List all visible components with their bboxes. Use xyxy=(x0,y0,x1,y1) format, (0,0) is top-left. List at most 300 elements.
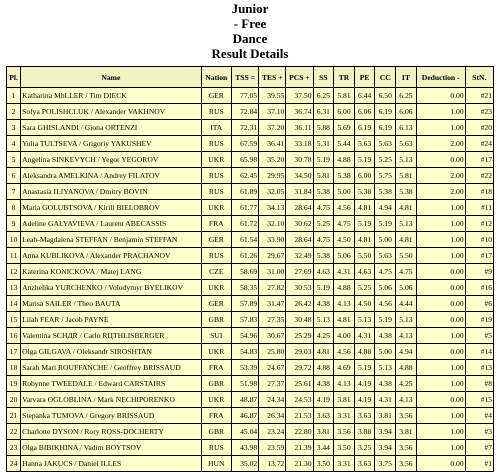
col-cc-cell: 6.50 xyxy=(375,88,396,104)
col-nation-cell: UKR xyxy=(201,344,231,360)
col-tr-cell: 4.50 xyxy=(334,232,355,248)
category-title: Junior xyxy=(231,1,269,16)
table-row xyxy=(7,136,494,152)
col-pe-cell: 4.81 xyxy=(354,232,375,248)
table-row xyxy=(7,296,494,312)
col-deduction-cell: 0.00 xyxy=(416,152,465,168)
col-nation-cell: RUS xyxy=(201,168,231,184)
col-deduction-cell: 1.00 xyxy=(416,328,465,344)
table-row xyxy=(7,456,494,472)
col-name-cell: Sofya POLISHCLUK / Alexander VAKHNOV xyxy=(21,104,201,120)
col-start-number-cell: #24 xyxy=(465,136,493,152)
col-tes-cell: 29.95 xyxy=(259,168,286,184)
col-nation-cell: UKR xyxy=(201,152,231,168)
col-nation-cell: GBR xyxy=(201,376,231,392)
col-tss-cell: 58.69 xyxy=(232,264,259,280)
col-pcs-header: PCS + xyxy=(286,67,313,88)
table-row xyxy=(7,328,494,344)
col-deduction-cell: 1.00 xyxy=(416,200,465,216)
col-place-cell: 23 xyxy=(7,440,21,456)
col-deduction-cell: 0.00 xyxy=(416,456,465,472)
col-pe-cell: 4.63 xyxy=(354,264,375,280)
col-cc-cell: 4.94 xyxy=(375,200,396,216)
col-pcs-cell: 24.53 xyxy=(286,392,313,408)
col-cc-cell: 5.19 xyxy=(375,312,396,328)
col-cc-cell: 4.38 xyxy=(375,376,396,392)
col-pe-cell: 5.38 xyxy=(354,184,375,200)
col-deduction-cell: 1.00 xyxy=(416,216,465,232)
col-tes-header: TES + xyxy=(259,67,286,88)
col-pe-cell: 6.06 xyxy=(354,104,375,120)
col-it-cell: 5.13 xyxy=(396,216,417,232)
col-tr-cell: 4.75 xyxy=(334,216,355,232)
col-place-cell: 24 xyxy=(7,456,21,472)
col-pcs-cell: 25.61 xyxy=(286,376,313,392)
col-start-number-cell: #23 xyxy=(465,104,493,120)
col-pcs-cell: 30.48 xyxy=(286,312,313,328)
col-place-cell: 2 xyxy=(7,104,21,120)
col-tr-cell: 4.00 xyxy=(334,328,355,344)
table-row xyxy=(7,360,494,376)
col-deduction-cell: 1.00 xyxy=(416,424,465,440)
col-ss-cell: 6.31 xyxy=(313,104,334,120)
col-tr-cell: 3.50 xyxy=(334,440,355,456)
col-cc-cell: 5.75 xyxy=(375,168,396,184)
col-place-cell: 14 xyxy=(7,296,21,312)
col-tss-cell: 53.39 xyxy=(232,360,259,376)
col-tss-cell: 61.89 xyxy=(232,184,259,200)
col-start-number-cell: #3 xyxy=(465,424,493,440)
col-pcs-cell: 21.39 xyxy=(286,440,313,456)
col-tss-cell: 61.26 xyxy=(232,248,259,264)
col-start-number-cell: #6 xyxy=(465,296,493,312)
col-tes-cell: 37.10 xyxy=(259,104,286,120)
col-nation-cell: FRA xyxy=(201,216,231,232)
col-pe-cell: 4.19 xyxy=(354,376,375,392)
col-name-cell: Anzhelika YURCHENKO / Volodymyr BYELIKOV xyxy=(21,280,201,296)
col-cc-cell: 3.81 xyxy=(375,408,396,424)
col-tes-cell: 35.20 xyxy=(259,152,286,168)
col-ss-cell: 4.19 xyxy=(313,392,334,408)
col-tr-cell: 3.31 xyxy=(334,408,355,424)
col-tss-header: TSS = xyxy=(232,67,259,88)
col-ss-cell: 5.88 xyxy=(313,120,334,136)
col-tr-cell: 4.88 xyxy=(334,152,355,168)
col-pcs-cell: 27.69 xyxy=(286,264,313,280)
col-start-number-cell: #13 xyxy=(465,360,493,376)
col-pe-header: PE xyxy=(354,67,375,88)
col-name-cell: Anastasia ILIYANOVA / Dmitry BOVIN xyxy=(21,184,201,200)
col-pcs-cell: 30.62 xyxy=(286,216,313,232)
col-pcs-cell: 33.18 xyxy=(286,136,313,152)
col-ss-cell: 5.19 xyxy=(313,152,334,168)
col-cc-cell: 3.94 xyxy=(375,424,396,440)
col-it-cell: 4.44 xyxy=(396,296,417,312)
col-nation-cell: SUI xyxy=(201,328,231,344)
col-nation-cell: RUS xyxy=(201,440,231,456)
col-pe-cell: 5.19 xyxy=(354,360,375,376)
table-row xyxy=(7,200,494,216)
col-tr-cell: 4.88 xyxy=(334,280,355,296)
col-nation-cell: HUN xyxy=(201,456,231,472)
col-tr-cell: 5.69 xyxy=(334,120,355,136)
col-deduction-cell: 1.00 xyxy=(416,232,465,248)
col-tr-cell: 5.38 xyxy=(334,168,355,184)
col-tes-cell: 37.20 xyxy=(259,120,286,136)
col-pcs-cell: 29.03 xyxy=(286,344,313,360)
header-row xyxy=(7,67,494,88)
col-pe-cell: 3.63 xyxy=(354,456,375,472)
col-name-cell: Lilah FEAR / Jacob PAYNE xyxy=(21,312,201,328)
col-it-cell: 4.13 xyxy=(396,328,417,344)
col-name-cell: Stepanka TUMOVA / Gregory BRISSAUD xyxy=(21,408,201,424)
table-row xyxy=(7,312,494,328)
table-row xyxy=(7,168,494,184)
col-tss-cell: 61.54 xyxy=(232,232,259,248)
col-tes-cell: 29.67 xyxy=(259,248,286,264)
col-it-header: IT xyxy=(396,67,417,88)
discipline-title: Dance xyxy=(232,31,268,46)
col-start-number-cell: #11 xyxy=(465,200,493,216)
col-start-number-cell: #7 xyxy=(465,440,493,456)
results-table xyxy=(6,66,494,472)
col-name-cell: Marisa SAILER / Theo BAUTA xyxy=(21,296,201,312)
col-name-cell: Charlotte DYSON / Rory ROSS-DOCHERTY xyxy=(21,424,201,440)
col-start-number-cell: #17 xyxy=(465,248,493,264)
col-tss-cell: 77.05 xyxy=(232,88,259,104)
col-name-header: Name xyxy=(21,67,201,88)
col-cc-cell: 5.00 xyxy=(375,344,396,360)
col-cc-cell: 5.00 xyxy=(375,232,396,248)
col-start-number-cell: #22 xyxy=(465,168,493,184)
col-start-number-cell: #16 xyxy=(465,280,493,296)
col-pe-cell: 4.81 xyxy=(354,200,375,216)
col-deduction-cell: 0.00 xyxy=(416,296,465,312)
col-it-cell: 5.13 xyxy=(396,312,417,328)
col-tr-cell: 4.69 xyxy=(334,360,355,376)
col-name-cell: Valentina SCHДR / Carlo RЦTHLISBERGER xyxy=(21,328,201,344)
col-tr-header: TR xyxy=(334,67,355,88)
col-pcs-cell: 21.30 xyxy=(286,456,313,472)
col-cc-cell: 6.19 xyxy=(375,120,396,136)
col-ss-cell: 5.13 xyxy=(313,312,334,328)
col-cc-cell: 4.38 xyxy=(375,328,396,344)
col-ss-cell: 5.19 xyxy=(313,280,334,296)
col-start-number-cell: #17 xyxy=(465,152,493,168)
col-start-number-cell: #10 xyxy=(465,232,493,248)
col-place-cell: 21 xyxy=(7,408,21,424)
col-tr-cell: 5.06 xyxy=(334,248,355,264)
col-nation-cell: RUS xyxy=(201,184,231,200)
col-tr-cell: 3.81 xyxy=(334,392,355,408)
col-deduction-header: Deduction - xyxy=(416,67,465,88)
table-row xyxy=(7,88,494,104)
col-name-cell: Katharina MbLLER / Tim DIECK xyxy=(21,88,201,104)
col-name-cell: Olga BIBIKHINA / Vadim BOYTSOV xyxy=(21,440,201,456)
col-pcs-cell: 37.50 xyxy=(286,88,313,104)
col-nation-cell: GER xyxy=(201,88,231,104)
col-pcs-cell: 31.84 xyxy=(286,184,313,200)
col-name-cell: Katerina KONICKOVA / Matej LANG xyxy=(21,264,201,280)
col-place-cell: 15 xyxy=(7,312,21,328)
col-pcs-cell: 25.29 xyxy=(286,328,313,344)
col-start-number-cell: #5 xyxy=(465,328,493,344)
col-pe-cell: 4.88 xyxy=(354,344,375,360)
col-tss-cell: 45.04 xyxy=(232,424,259,440)
col-name-cell: Yulia TULTSEVA / Grigoriy YAKUSHEV xyxy=(21,136,201,152)
col-pe-cell: 6.19 xyxy=(354,120,375,136)
col-pe-cell: 5.63 xyxy=(354,136,375,152)
col-place-cell: 16 xyxy=(7,328,21,344)
col-it-cell: 4.75 xyxy=(396,264,417,280)
col-tss-cell: 61.72 xyxy=(232,216,259,232)
col-ss-cell: 4.38 xyxy=(313,376,334,392)
col-cc-cell: 5.63 xyxy=(375,136,396,152)
col-pe-cell: 6.00 xyxy=(354,168,375,184)
col-tss-cell: 65.98 xyxy=(232,152,259,168)
col-ss-cell: 5.81 xyxy=(313,168,334,184)
col-nation-cell: GBR xyxy=(201,312,231,328)
col-pcs-cell: 36.74 xyxy=(286,104,313,120)
col-pe-cell: 3.88 xyxy=(354,424,375,440)
col-tss-cell: 54.83 xyxy=(232,344,259,360)
col-pe-cell: 5.19 xyxy=(354,152,375,168)
col-cc-cell: 3.75 xyxy=(375,456,396,472)
table-row xyxy=(7,344,494,360)
col-ss-cell: 5.38 xyxy=(313,184,334,200)
col-deduction-cell: 0.00 xyxy=(416,280,465,296)
col-place-cell: 19 xyxy=(7,376,21,392)
col-start-number-cell: #14 xyxy=(465,344,493,360)
col-tes-cell: 27.82 xyxy=(259,280,286,296)
col-deduction-cell: 1.00 xyxy=(416,248,465,264)
col-tss-cell: 72.31 xyxy=(232,120,259,136)
col-place-cell: 12 xyxy=(7,264,21,280)
col-tes-cell: 13.72 xyxy=(259,456,286,472)
col-name-cell: Leah-Magdalena STEFFAN / Benjamin STEFFAN xyxy=(21,232,201,248)
col-nation-cell: UKR xyxy=(201,392,231,408)
table-row xyxy=(7,392,494,408)
col-deduction-cell: 1.00 xyxy=(416,360,465,376)
col-pe-cell: 5.50 xyxy=(354,248,375,264)
col-deduction-cell: 0.00 xyxy=(416,88,465,104)
col-tss-cell: 58.35 xyxy=(232,280,259,296)
col-pe-cell: 5.25 xyxy=(354,280,375,296)
col-cc-cell: 4.56 xyxy=(375,296,396,312)
segment-title: - Free xyxy=(233,16,267,31)
col-tr-cell: 5.81 xyxy=(334,88,355,104)
col-nation-cell: RUS xyxy=(201,248,231,264)
col-tr-cell: 4.81 xyxy=(334,312,355,328)
col-nation-cell: GBR xyxy=(201,424,231,440)
col-tr-cell: 4.13 xyxy=(334,376,355,392)
col-cc-cell: 5.63 xyxy=(375,248,396,264)
col-pe-cell: 5.19 xyxy=(354,216,375,232)
col-tss-cell: 67.59 xyxy=(232,136,259,152)
col-nation-cell: RUS xyxy=(201,104,231,120)
table-row xyxy=(7,440,494,456)
col-name-cell: Maria GOLUBTSOVA / Kirill BIELOBROV xyxy=(21,200,201,216)
table-row xyxy=(7,152,494,168)
col-cc-cell: 3.94 xyxy=(375,440,396,456)
col-tes-cell: 24.67 xyxy=(259,360,286,376)
col-it-cell: 4.81 xyxy=(396,232,417,248)
col-cc-cell: 5.13 xyxy=(375,360,396,376)
col-it-cell: 5.81 xyxy=(396,168,417,184)
col-deduction-cell: 2.00 xyxy=(416,184,465,200)
col-deduction-cell: 0.00 xyxy=(416,344,465,360)
col-place-cell: 1 xyxy=(7,88,21,104)
col-tss-cell: 48.87 xyxy=(232,392,259,408)
table-row xyxy=(7,264,494,280)
col-place-cell: 20 xyxy=(7,392,21,408)
col-pcs-cell: 30.53 xyxy=(286,280,313,296)
col-deduction-cell: 1.00 xyxy=(416,376,465,392)
col-tes-cell: 39.55 xyxy=(259,88,286,104)
col-pcs-cell: 28.64 xyxy=(286,200,313,216)
col-it-cell: 5.63 xyxy=(396,136,417,152)
col-tes-cell: 27.35 xyxy=(259,312,286,328)
col-tss-cell: 57.83 xyxy=(232,312,259,328)
col-nation-cell: FRA xyxy=(201,360,231,376)
col-ss-cell: 5.38 xyxy=(313,248,334,264)
col-start-number-cell: #9 xyxy=(465,264,493,280)
col-place-cell: 11 xyxy=(7,248,21,264)
col-ss-cell: 3.44 xyxy=(313,440,334,456)
col-nation-cell: CZE xyxy=(201,264,231,280)
col-tes-cell: 33.90 xyxy=(259,232,286,248)
col-pcs-cell: 30.78 xyxy=(286,152,313,168)
col-it-cell: 5.50 xyxy=(396,248,417,264)
col-tes-cell: 26.34 xyxy=(259,408,286,424)
col-nation-cell: UKR xyxy=(201,280,231,296)
col-pe-cell: 4.31 xyxy=(354,328,375,344)
col-name-cell: Hanna JAKUCS / Daniel ILLES xyxy=(21,456,201,472)
col-place-cell: 18 xyxy=(7,360,21,376)
col-cc-cell: 5.38 xyxy=(375,184,396,200)
col-tss-cell: 35.02 xyxy=(232,456,259,472)
col-tr-cell: 6.00 xyxy=(334,104,355,120)
col-deduction-cell: 1.00 xyxy=(416,120,465,136)
col-deduction-cell: 0.00 xyxy=(416,264,465,280)
col-tes-cell: 32.10 xyxy=(259,216,286,232)
col-ss-header: SS xyxy=(313,67,334,88)
col-pcs-cell: 29.72 xyxy=(286,360,313,376)
col-it-cell: 3.56 xyxy=(396,440,417,456)
col-tss-cell: 72.84 xyxy=(232,104,259,120)
col-tr-cell: 4.13 xyxy=(334,296,355,312)
col-deduction-cell: 2.00 xyxy=(416,136,465,152)
col-it-cell: 3.56 xyxy=(396,408,417,424)
col-tes-cell: 25.80 xyxy=(259,344,286,360)
col-tr-cell: 3.56 xyxy=(334,424,355,440)
col-place-cell: 3 xyxy=(7,120,21,136)
col-ss-cell: 4.75 xyxy=(313,200,334,216)
col-pcs-cell: 34.50 xyxy=(286,168,313,184)
table-row xyxy=(7,280,494,296)
col-nation-cell: ITA xyxy=(201,120,231,136)
table-row xyxy=(7,216,494,232)
col-pe-cell: 3.63 xyxy=(354,408,375,424)
col-cc-cell: 5.06 xyxy=(375,280,396,296)
col-place-cell: 4 xyxy=(7,136,21,152)
col-start-number-header: StN. xyxy=(465,67,493,88)
col-deduction-cell: 1.00 xyxy=(416,408,465,424)
col-pcs-cell: 21.53 xyxy=(286,408,313,424)
col-tr-cell: 4.56 xyxy=(334,200,355,216)
col-tes-cell: 30.67 xyxy=(259,328,286,344)
col-nation-header: Nation xyxy=(201,67,231,88)
col-nation-cell: GER xyxy=(201,232,231,248)
col-tss-cell: 62.45 xyxy=(232,168,259,184)
col-cc-cell: 5.25 xyxy=(375,152,396,168)
col-tes-cell: 31.47 xyxy=(259,296,286,312)
col-it-cell: 3.81 xyxy=(396,424,417,440)
col-pe-cell: 5.13 xyxy=(354,312,375,328)
col-tss-cell: 43.98 xyxy=(232,440,259,456)
col-it-cell: 5.06 xyxy=(396,280,417,296)
col-tr-cell: 4.56 xyxy=(334,344,355,360)
col-place-cell: 7 xyxy=(7,184,21,200)
col-ss-cell: 4.25 xyxy=(313,328,334,344)
col-ss-cell: 4.75 xyxy=(313,232,334,248)
table-row xyxy=(7,184,494,200)
col-cc-header: CC xyxy=(375,67,396,88)
col-it-cell: 4.25 xyxy=(396,376,417,392)
col-name-cell: Varvara OGLOBLINA / Mark NECHIPORENKO xyxy=(21,392,201,408)
col-deduction-cell: 0.00 xyxy=(416,312,465,328)
col-name-cell: Anna KUBLIKOVA / Alexander PRACHANOV xyxy=(21,248,201,264)
col-pcs-cell: 22.80 xyxy=(286,424,313,440)
table-row xyxy=(7,376,494,392)
col-tes-cell: 27.37 xyxy=(259,376,286,392)
col-name-cell: Olga GILGAVA / Oleksandr SIROSHTAN xyxy=(21,344,201,360)
col-tes-cell: 31.00 xyxy=(259,264,286,280)
col-pe-cell: 6.44 xyxy=(354,88,375,104)
col-tr-cell: 4.31 xyxy=(334,264,355,280)
col-pe-cell: 3.25 xyxy=(354,440,375,456)
col-tss-cell: 61.77 xyxy=(232,200,259,216)
col-place-cell: 8 xyxy=(7,200,21,216)
col-pcs-cell: 32.49 xyxy=(286,248,313,264)
col-deduction-cell: 1.00 xyxy=(416,440,465,456)
col-tes-cell: 24.34 xyxy=(259,392,286,408)
table-row xyxy=(7,408,494,424)
col-it-cell: 6.13 xyxy=(396,120,417,136)
col-start-number-cell: #12 xyxy=(465,216,493,232)
col-start-number-cell: #8 xyxy=(465,376,493,392)
col-it-cell: 4.13 xyxy=(396,392,417,408)
col-place-cell: 17 xyxy=(7,344,21,360)
table-row xyxy=(7,248,494,264)
col-nation-cell: GER xyxy=(201,296,231,312)
col-tss-cell: 54.96 xyxy=(232,328,259,344)
col-name-cell: Adeline GALYAVIEVA / Laurent ABECASSIS xyxy=(21,216,201,232)
col-place-cell: 9 xyxy=(7,216,21,232)
col-ss-cell: 4.63 xyxy=(313,264,334,280)
col-tes-cell: 23.59 xyxy=(259,440,286,456)
col-it-cell: 5.13 xyxy=(396,152,417,168)
col-tr-cell: 5.00 xyxy=(334,184,355,200)
col-cc-cell: 4.31 xyxy=(375,392,396,408)
page-header xyxy=(0,0,500,61)
col-tss-cell: 51.98 xyxy=(232,376,259,392)
col-start-number-cell: #1 xyxy=(465,456,493,472)
col-name-cell: Robynne TWEEDALE / Edward CARSTAIRS xyxy=(21,376,201,392)
col-cc-cell: 5.19 xyxy=(375,216,396,232)
col-nation-cell: RUS xyxy=(201,136,231,152)
col-deduction-cell: 0.00 xyxy=(416,392,465,408)
